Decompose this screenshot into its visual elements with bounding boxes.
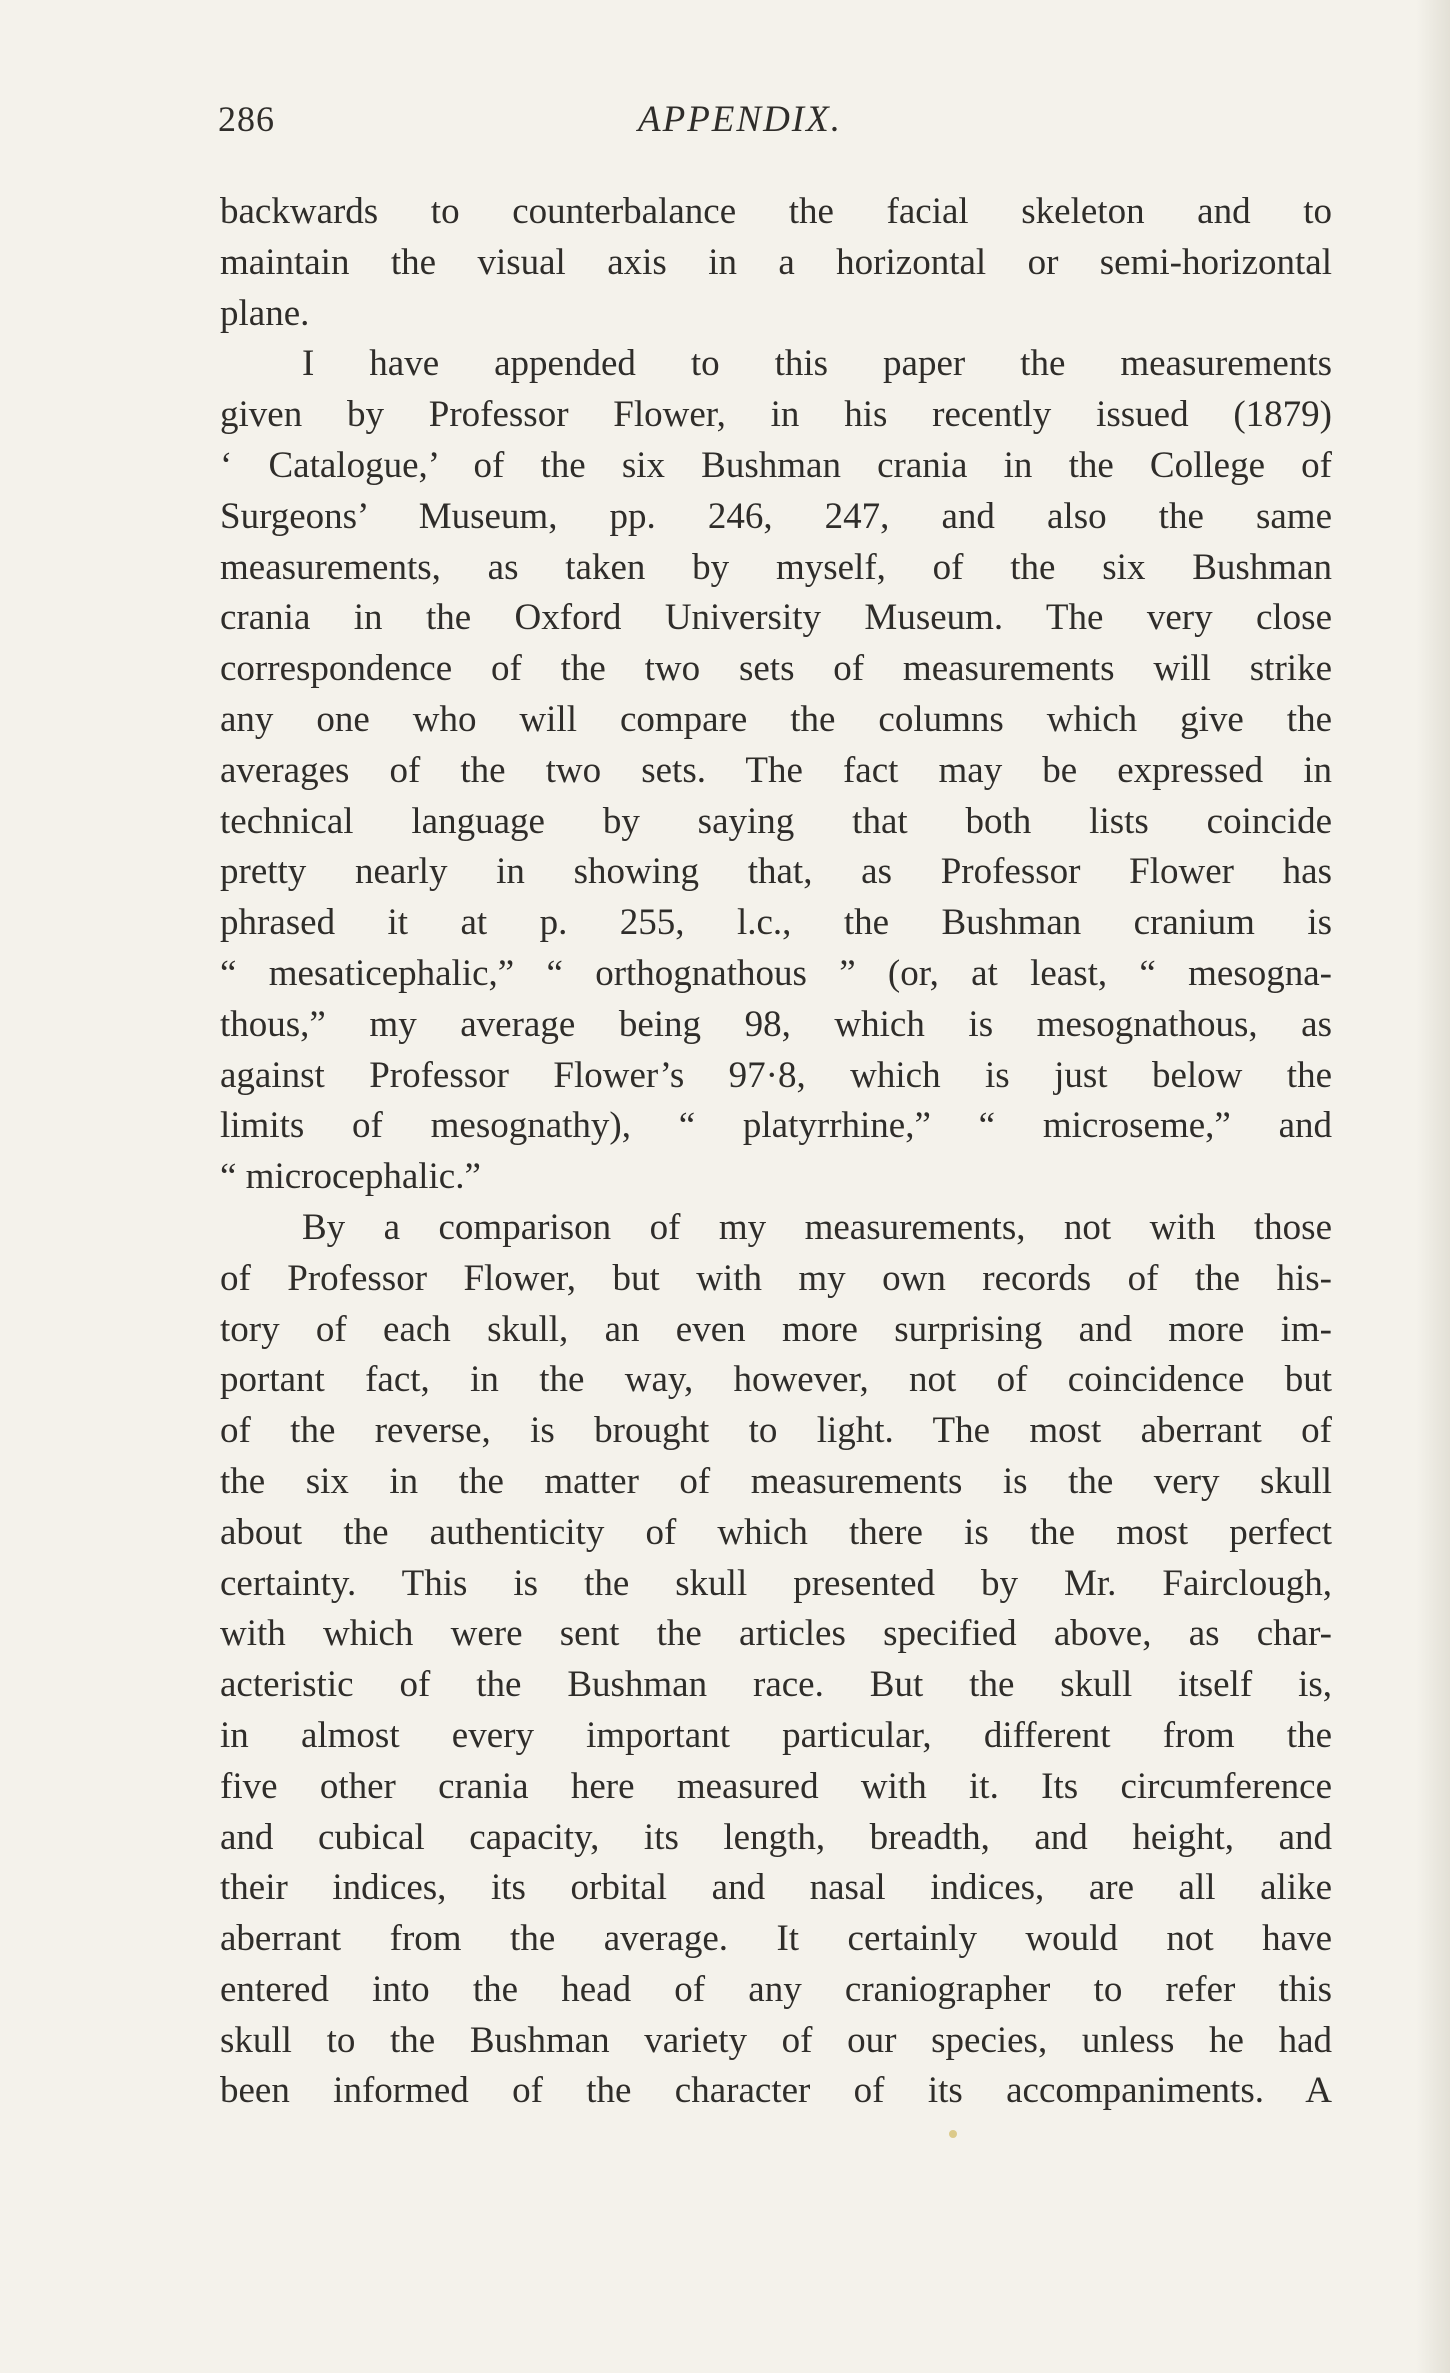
text-line: Surgeons’ Museum, pp. 246, 247, and also the same bbox=[220, 495, 1332, 537]
text-line: By a comparison of my measurements, not with those bbox=[302, 1206, 1332, 1248]
text-line: the six in the matter of measurements is the very skull bbox=[220, 1460, 1332, 1502]
text-line: portant fact, in the way, however, not of coincidence but bbox=[220, 1359, 1332, 1401]
text-line: of Professor Flower, but with my own records of the his- bbox=[220, 1257, 1332, 1299]
text-line: correspondence of the two sets of measurements will strike bbox=[220, 648, 1332, 690]
text-line: any one who will compare the columns which give the bbox=[220, 698, 1332, 740]
text-line: ‘ Catalogue,’ of the six Bushman crania in the College of bbox=[220, 444, 1332, 486]
text-line: measurements, as taken by myself, of the six Bushman bbox=[220, 546, 1332, 588]
text-line: skull to the Bushman variety of our species, unless he had bbox=[220, 2019, 1332, 2061]
text-line: acteristic of the Bushman race. But the skull itself is, bbox=[220, 1664, 1332, 1706]
text-line: been informed of the character of its accompaniments. A bbox=[220, 2070, 1332, 2112]
page-header bbox=[218, 98, 1333, 146]
text-line: and cubical capacity, its length, breadth, and height, and bbox=[220, 1816, 1332, 1858]
text-line: of the reverse, is brought to light. The most aberrant of bbox=[220, 1410, 1332, 1452]
text-line: entered into the head of any craniographer to refer this bbox=[220, 1968, 1332, 2010]
text-line: in almost every important particular, different from the bbox=[220, 1714, 1332, 1756]
body-text bbox=[220, 187, 1332, 2117]
text-line: certainty. This is the skull presented by Mr. Fairclough, bbox=[220, 1562, 1332, 1604]
text-line: aberrant from the average. It certainly would not have bbox=[220, 1918, 1332, 1960]
text-line: pretty nearly in showing that, as Professor Flower has bbox=[220, 851, 1332, 893]
text-line: maintain the visual axis in a horizontal or semi-horizontal bbox=[220, 241, 1332, 283]
text-line: “ microcephalic.” bbox=[220, 1156, 481, 1198]
text-line: against Professor Flower’s 97·8, which is just below the bbox=[220, 1054, 1332, 1096]
running-head: APPENDIX. bbox=[638, 99, 842, 140]
text-line: phrased it at p. 255, l.c., the Bushman cranium is bbox=[220, 902, 1332, 944]
text-line: “ mesaticephalic,” “ orthognathous ” (or, at least, “ mesogna- bbox=[220, 952, 1332, 994]
text-line: averages of the two sets. The fact may be expressed in bbox=[220, 749, 1332, 791]
text-line: with which were sent the articles specified above, as char- bbox=[220, 1613, 1332, 1655]
page-edge-shadow bbox=[1416, 0, 1450, 2373]
text-line: technical language by saying that both lists coincide bbox=[220, 800, 1332, 842]
text-line: tory of each skull, an even more surprising and more im- bbox=[220, 1308, 1332, 1350]
text-line: crania in the Oxford University Museum. The very close bbox=[220, 597, 1332, 639]
text-line: plane. bbox=[220, 292, 310, 334]
text-line: backwards to counterbalance the facial skeleton and to bbox=[220, 191, 1332, 232]
text-line: five other crania here measured with it. Its circumference bbox=[220, 1765, 1332, 1807]
text-line: their indices, its orbital and nasal indices, are all alike bbox=[220, 1867, 1332, 1909]
text-line: thous,” my average being 98, which is mesognathous, as bbox=[220, 1003, 1332, 1045]
text-line: given by Professor Flower, in his recently issued (1879) bbox=[220, 394, 1332, 436]
text-line: about the authenticity of which there is the most perfect bbox=[220, 1511, 1332, 1553]
print-speck bbox=[949, 2130, 957, 2138]
text-line: I have appended to this paper the measurements bbox=[302, 343, 1332, 385]
page-number: 286 bbox=[218, 99, 275, 139]
text-line: limits of mesognathy), “ platyrrhine,” “ microseme,” and bbox=[220, 1105, 1332, 1147]
